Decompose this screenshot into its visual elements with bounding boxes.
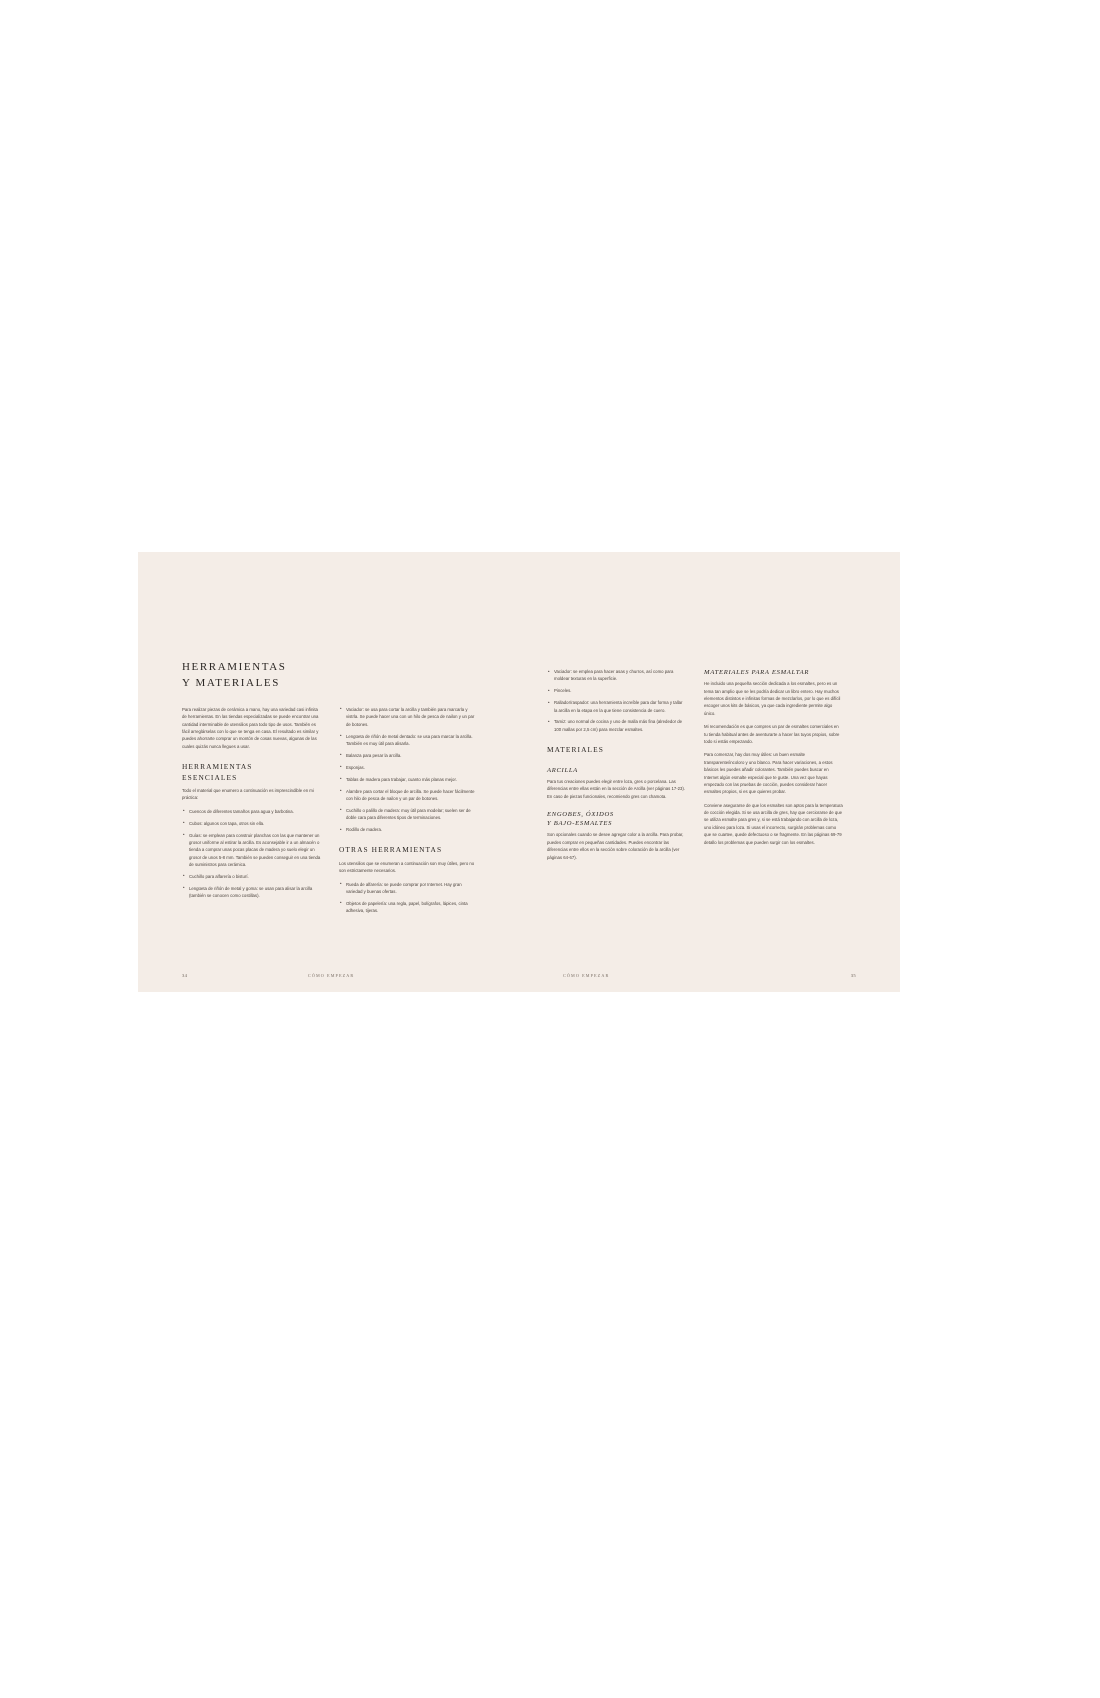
list-item: • Objetos de papelería: una regla, papel, bolígrafos, lápices, cinta adhesiva, tijeras. — [339, 900, 478, 915]
heading-line1: ENGOBES, ÓXIDOS — [547, 810, 614, 818]
glaze-paragraph-1: He incluido una pequeña sección dedicada a los esmaltes, pero es un tema tan amplio que se les podría dedicar un libro entero. Hay muchos elementos distintos e infinitas formas de mezclarlos, por lo que es difícil escoger unos kits de básicos, ya que cada ingrediente permite algo único. — [704, 681, 841, 716]
list-item: • Rallador/raspador: una herramienta increíble para dar forma y tallar la arcilla en la etapa en la que tiene consistencia de cuero. — [547, 699, 686, 714]
list-item: • Guías: se emplean para construir planchas con las que mantener un grosor uniforme al estirar la arcilla. Es aconsejable ir a un almacén o tienda a comprar unas pocas placas de madera yo suelo elegir un grosor de unos 5-8 mm. También se pueden conseguir en una tienda de suministros para cerámica. — [182, 832, 321, 869]
list-item: • Vaciador: se usa para cortar la arcilla y también para marcarla y vistrla. Se puede hacer una con un hilo de pesca de nailon y un par de botones. — [339, 706, 478, 728]
list-item: • Cuchillo o palillo de madera: muy útil para modelar; suelen ser de doble cara para diferentes tipos de terminaciones. — [339, 807, 478, 822]
list-item: • Rueda de alfarería: se puede comprar por Internet. Hay gran variedad y buenas ofertas. — [339, 881, 478, 896]
glaze-paragraph-3: Para comenzar, hay dos muy útiles: un buen esmalte transparente/incoloro y uno blanco. Para hacer variaciones, a estos básicos les puedes añadir colorantes. También puedes buscar en Internet algún esmalte especial que te guste. Una vez que hayas empezado con las pruebas de cocción, puedes considerar hacer esmaltes propios, si es que quieres probar. — [704, 752, 833, 795]
page-title — [182, 660, 491, 692]
list-item: • Vaciador: se emplea para hacer asas y churros, así como para moldear texturas en la superficie. — [547, 668, 686, 683]
heading-engobes-oxidos-bajoesmaltes — [547, 810, 686, 828]
page-number-left: 34 — [182, 973, 188, 978]
right-column-2 — [704, 668, 843, 867]
list-item: • Tamiz: uno normal de cocina y uno de malla más fina (alrededor de 100 mallas por 2,5 cm) para mezclar esmaltes. — [547, 718, 686, 733]
list-item: • Lengüeta de riñón de metal y goma: se usan para alisar la arcilla (también se conocen como costillas). — [182, 885, 321, 900]
page-right — [519, 552, 900, 992]
top-spacer — [547, 660, 856, 668]
other-tools-list — [339, 881, 478, 915]
glaze-paragraph-4: Conviene asegurarse de que los esmaltes son aptos para la temperatura de cocción elegida. Si se usa arcilla de gres, hay que cerciorarse de que se utiliza esmalte para gres y, si se está trabajando con arcilla de loza, uno idóneo para loza. Si usas el incorrecto, surgirán problemas como que se cuartee, quede defectuoso o se fragmente. En las páginas 69-79 detallo los problemas que pueden surgir con los esmaltes. — [704, 802, 843, 845]
list-item: • Rodillo de madera. — [339, 826, 478, 833]
right-column-1 — [547, 668, 686, 867]
heading-materiales: MATERIALES — [547, 745, 604, 755]
left-column-1 — [182, 706, 321, 921]
intro-paragraph: Para realizar piezas de cerámica a mano, hay una variedad casi infinita de herramientas. En las tiendas especializadas se puede encontrar una cantidad interminable de utensilios para todo tipo de usos. También es fácil arreglárselas con lo que se tenga en casa. El resultado es similar y puedes ahorrarte comprar un montón de cosas nuevas, algunas de las cuales quizás nunca llegues a usar. — [182, 706, 319, 749]
page-title-line1: HERRAMIENTAS — [182, 661, 287, 673]
right-page-columns — [547, 668, 856, 867]
list-item: • Cuencos de diferentes tamaños para agua y barbotina. — [182, 808, 321, 815]
list-item: • Cuchillo para alfarería o bisturí. — [182, 873, 321, 880]
footer-left — [138, 973, 519, 978]
other-tools-lead: Los utensilios que se enumeran a continuación son muy útiles, pero no son estrictamente necesarios. — [339, 860, 475, 874]
heading-materiales-para-esmaltar: MATERIALES PARA ESMALTAR — [704, 669, 810, 676]
page-number-right: 35 — [850, 973, 856, 978]
heading-line2: ESENCIALES — [182, 772, 238, 782]
list-item: • Balanza para pesar la arcilla. — [339, 752, 478, 759]
list-item: • Lengüeta de riñón de metal dentado: se usa para marcar la arcilla. También es muy útil para alisarla. — [339, 733, 478, 748]
list-item: • Cubos: algunos con tapa, otros sin ella. — [182, 820, 321, 827]
essential-tools-lead: Todo el material que enumero a continuación es imprescindible en mi práctica: — [182, 787, 314, 801]
heading-line2: Y BAJO-ESMALTES — [547, 820, 613, 828]
essential-tools-list — [182, 808, 321, 900]
list-item: • Alambre para cortar el bloque de arcilla. Se puede hacer fácilmente con hilo de pesca de nailon y un par de botones. — [339, 788, 478, 803]
list-item: • Tablas de madera para trabajar, cuanto más planas mejor. — [339, 776, 478, 783]
page-title-line2: Y MATERIALES — [182, 676, 280, 689]
heading-arcilla: ARCILLA — [547, 766, 578, 774]
glaze-paragraph-2: Mi recomendación es que compres un par de esmaltes comerciales en tu tienda habitual antes de aventurarte a hacer las tuyos propios, sobre todo si estás empezando. — [704, 724, 840, 744]
arcilla-paragraph: Para tus creaciones puedes elegir entre loza, gres o porcelana. Las diferencias entre ellas están en la sección de Arcilla (ver páginas 17-23). En caso de piezas funcionales, recomiendo gres con chamota. — [547, 778, 686, 799]
running-head-left: CÓMO EMPEZAR — [307, 973, 355, 978]
heading-otras-herramientas: OTRAS HERRAMIENTAS — [339, 845, 443, 855]
page-left — [138, 552, 519, 992]
footer-right — [519, 973, 900, 978]
essential-tools-list-continued — [339, 706, 478, 834]
list-item: • Esponjas. — [339, 764, 478, 771]
heading-line1: HERRAMIENTAS — [182, 762, 253, 772]
tools-list-continued — [547, 668, 686, 733]
list-item: • Pinceles. — [547, 687, 686, 694]
heading-herramientas-esenciales — [182, 762, 321, 783]
left-column-2 — [339, 706, 478, 921]
engobes-paragraph: Son opcionales cuando se desee agregar color a la arcilla. Para probar, puedes comprar en pequeñas cantidades. Puedes encontrar las diferencias entre ellos en la sección sobre coloración de la arcilla (ver páginas 64-67). — [547, 832, 684, 860]
book-spread — [138, 552, 900, 992]
left-page-columns — [182, 706, 491, 921]
running-head-right: CÓMO EMPEZAR — [563, 973, 610, 978]
